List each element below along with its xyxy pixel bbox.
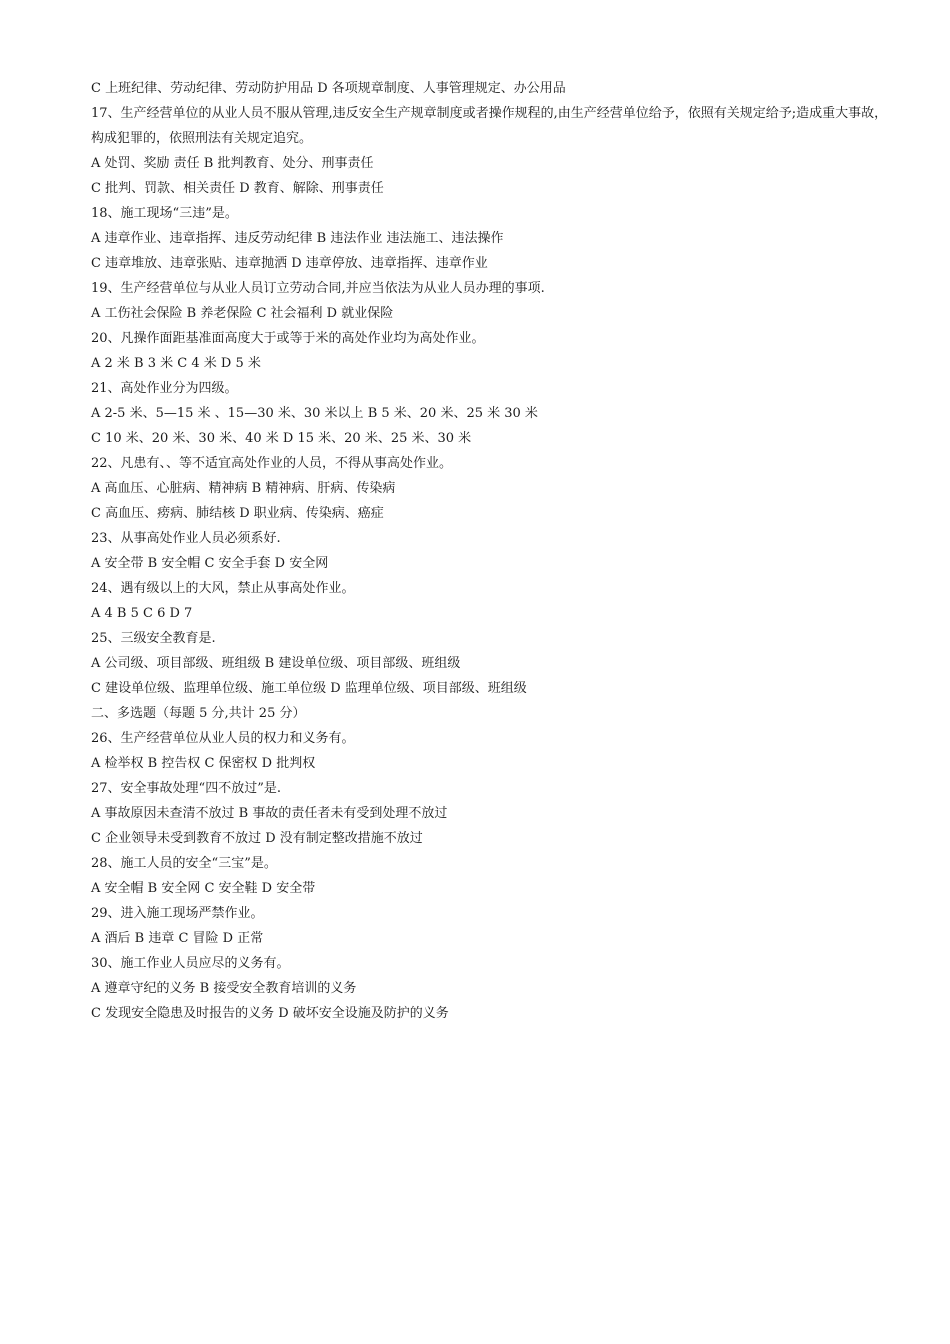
question-20: 20、凡操作面距基准面高度大于或等于米的高处作业均为高处作业。 <box>91 331 485 346</box>
text-line: A 处罚、奖励 责任 B 批判教育、处分、刑事责任 <box>91 156 374 171</box>
question-27: 27、安全事故处理“四不放过”是. <box>91 781 281 796</box>
text-line: A 2-5 米、5—15 米 、15—30 米、30 米以上 B 5 米、20 米、25 米 30 米 <box>91 406 538 421</box>
text-line: C 企业领导未受到教育不放过 D 没有制定整改措施不放过 <box>91 831 423 846</box>
text-line: A 违章作业、违章指挥、违反劳动纪律 B 违法作业 违法施工、违法操作 <box>91 231 504 246</box>
question-17: 17、生产经营单位的从业人员不服从管理,违反安全生产规章制度或者操作规程的,由生产经营单位给予，依照有关规定给予;造成重大事故，构成犯罪的，依照刑法有关规定追究。 <box>91 106 888 146</box>
text-line: A 事故原因未查清不放过 B 事故的责任者未有受到处理不放过 <box>91 806 448 821</box>
question-22: 22、凡患有、、等不适宜高处作业的人员，不得从事高处作业。 <box>91 456 453 471</box>
question-30: 30、施工作业人员应尽的义务有。 <box>91 956 290 971</box>
text-line: A 遵章守纪的义务 B 接受安全教育培训的义务 <box>91 981 357 996</box>
text-line: C 上班纪律、劳动纪律、劳动防护用品 D 各项规章制度、人事管理规定、办公用品 <box>91 81 566 96</box>
question-29: 29、进入施工现场严禁作业。 <box>91 906 264 921</box>
question-24: 24、遇有级以上的大风，禁止从事高处作业。 <box>91 581 355 596</box>
question-18: 18、施工现场“三违”是。 <box>91 206 238 221</box>
text-line: C 高血压、痨病、肺结核 D 职业病、传染病、癌症 <box>91 506 384 521</box>
text-line: A 4 B 5 C 6 D 7 <box>91 606 193 621</box>
question-21: 21、高处作业分为四级。 <box>91 381 238 396</box>
text-line: A 检举权 B 控告权 C 保密权 D 批判权 <box>91 756 316 771</box>
text-line: C 10 米、20 米、30 米、40 米 D 15 米、20 米、25 米、30 米 <box>91 431 472 446</box>
question-19: 19、生产经营单位与从业人员订立劳动合同,并应当依法为从业人员办理的事项. <box>91 281 545 296</box>
document-body <box>91 76 891 1026</box>
question-23: 23、从事高处作业人员必须系好. <box>91 531 281 546</box>
text-line: C 违章堆放、违章张贴、违章抛洒 D 违章停放、违章指挥、违章作业 <box>91 256 488 271</box>
question-28: 28、施工人员的安全“三宝”是。 <box>91 856 277 871</box>
text-line: A 安全帽 B 安全网 C 安全鞋 D 安全带 <box>91 881 316 896</box>
text-line: C 建设单位级、监理单位级、施工单位级 D 监理单位级、项目部级、班组级 <box>91 681 527 696</box>
text-line: A 高血压、心脏病、精神病 B 精神病、肝病、传染病 <box>91 481 396 496</box>
text-line: A 工伤社会保险 B 养老保险 C 社会福利 D 就业保险 <box>91 306 394 321</box>
text-line: A 安全带 B 安全帽 C 安全手套 D 安全网 <box>91 556 329 571</box>
question-26: 26、生产经营单位从业人员的权力和义务有。 <box>91 731 355 746</box>
text-line: A 公司级、项目部级、班组级 B 建设单位级、项目部级、班组级 <box>91 656 461 671</box>
question-25: 25、三级安全教育是. <box>91 631 216 646</box>
section-heading: 二、多选题（每题 5 分,共计 25 分） <box>91 706 306 721</box>
text-line: C 批判、罚款、相关责任 D 教育、解除、刑事责任 <box>91 181 384 196</box>
text-line: A 2 米 B 3 米 C 4 米 D 5 米 <box>91 356 261 371</box>
text-line: C 发现安全隐患及时报告的义务 D 破坏安全设施及防护的义务 <box>91 1006 449 1021</box>
text-line: A 酒后 B 违章 C 冒险 D 正常 <box>91 931 264 946</box>
